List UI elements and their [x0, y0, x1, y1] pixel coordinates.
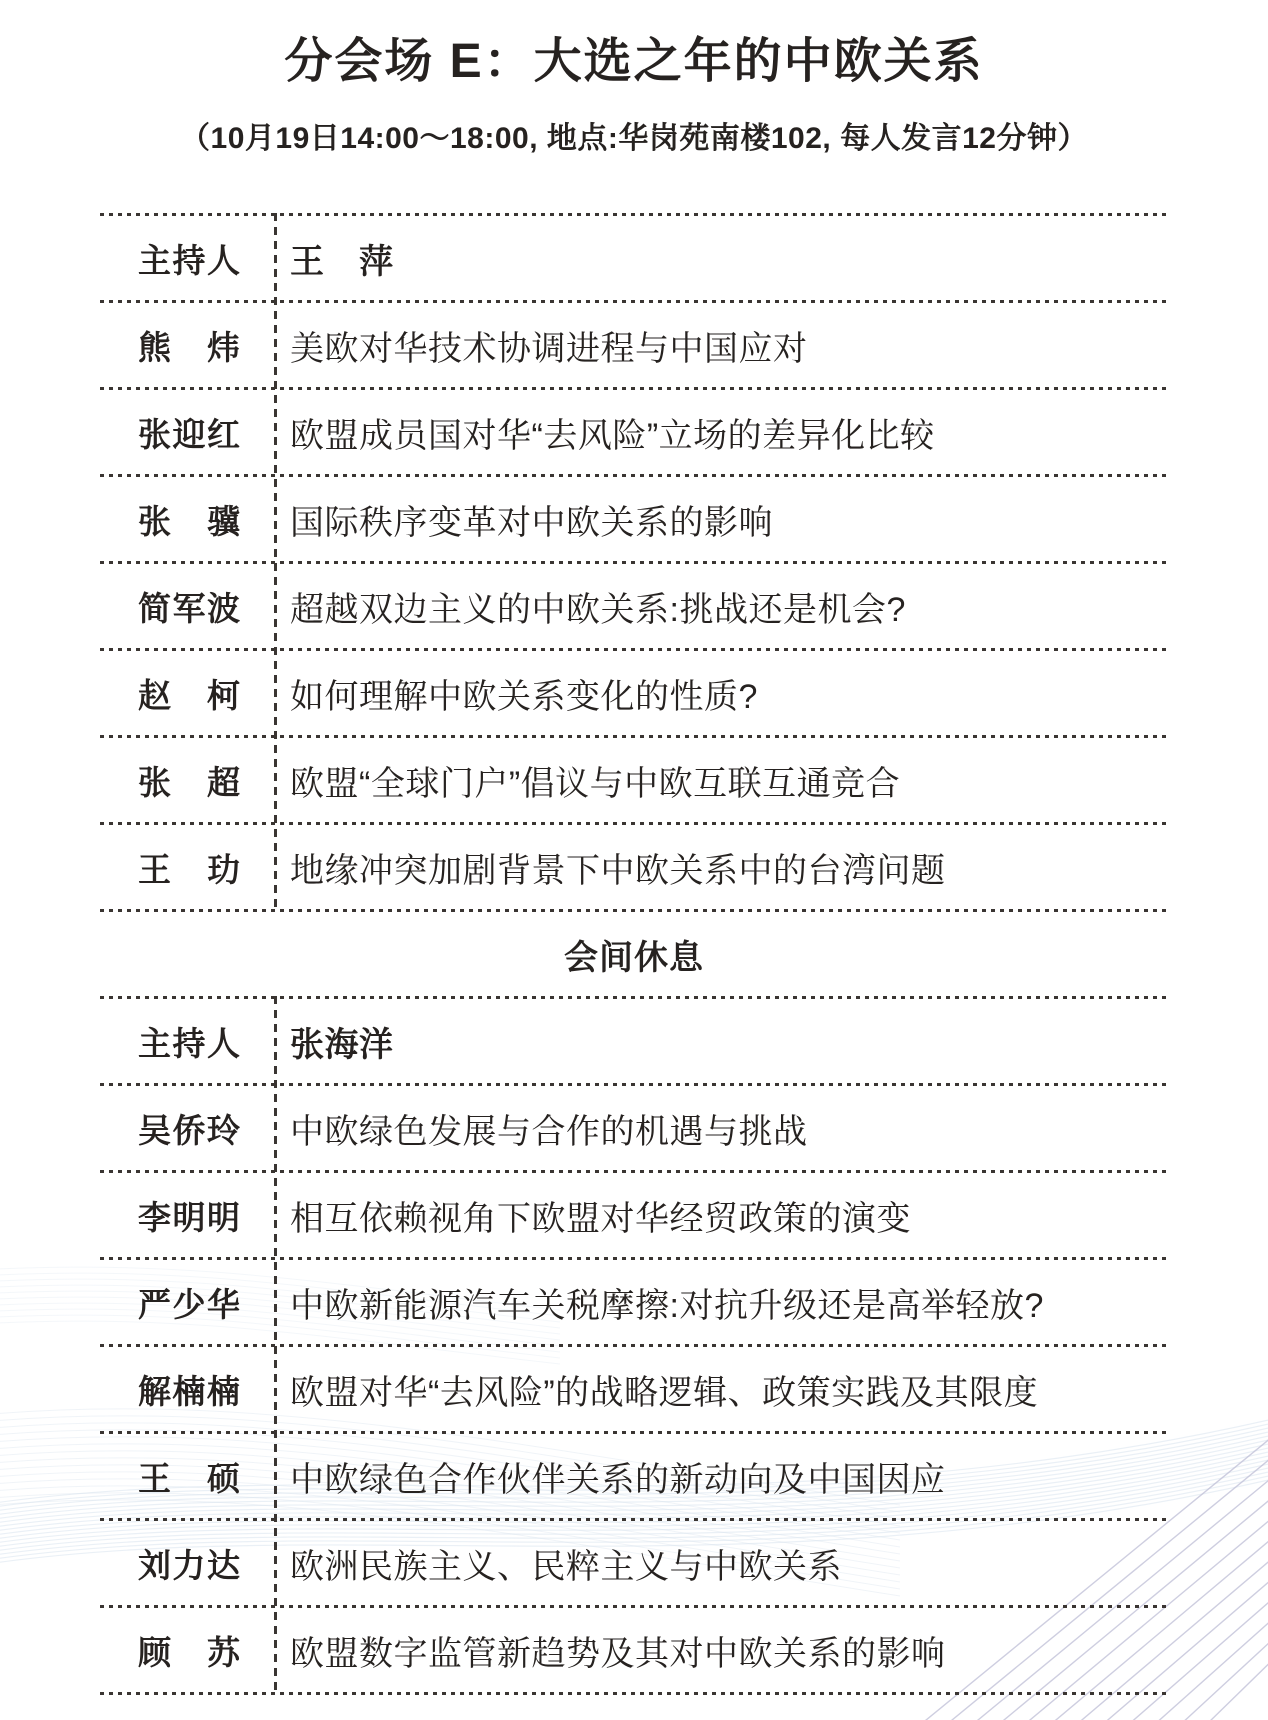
row-divider-line: [100, 909, 1168, 912]
speaker-name: 王 硕: [138, 1459, 240, 1497]
table-row: [100, 564, 1168, 648]
talk-title: 超越双边主义的中欧关系:挑战还是机会?: [290, 590, 906, 629]
table-row: [100, 825, 1168, 909]
talk-title: 如何理解中欧关系变化的性质?: [290, 677, 758, 716]
row-divider-line: [100, 1692, 1168, 1695]
table-row: [100, 390, 1168, 474]
talk-title: 中欧新能源汽车关税摩擦:对抗升级还是高举轻放?: [290, 1286, 1044, 1325]
talk-title: 美欧对华技术协调进程与中国应对: [290, 329, 808, 368]
talk-title: 国际秩序变革对中欧关系的影响: [290, 503, 773, 542]
table-row: [100, 1260, 1168, 1344]
speaker-name: 解 楠 楠: [138, 1372, 240, 1410]
talk-title: 地缘冲突加剧背景下中欧关系中的台湾问题: [290, 851, 946, 890]
talk-title: 欧盟成员国对华“去风险”立场的差异化比较: [290, 416, 935, 455]
table-row: [100, 1347, 1168, 1431]
break-row: [100, 912, 1168, 996]
table-row: [100, 738, 1168, 822]
page-title: 分会场 E：大选之年的中欧关系: [284, 35, 984, 88]
talk-title: 中欧绿色合作伙伴关系的新动向及中国因应: [290, 1460, 946, 1499]
table-row: [100, 1521, 1168, 1605]
speaker-name: 严 少 华: [138, 1285, 240, 1323]
speaker-name: 刘 力 达: [138, 1546, 240, 1584]
speaker-name: 张 超: [138, 763, 240, 801]
table-row: [100, 303, 1168, 387]
table-row: [100, 651, 1168, 735]
talk-title: 欧盟对华“去风险”的战略逻辑、政策实践及其限度: [290, 1373, 1039, 1412]
speaker-name: 赵 柯: [138, 676, 240, 714]
speaker-name: 张 骥: [138, 502, 240, 540]
speaker-name: 简 军 波: [138, 589, 240, 627]
table-row: [100, 1086, 1168, 1170]
speaker-name: 吴 侨 玲: [138, 1111, 240, 1149]
talk-title: 张海洋: [290, 1025, 394, 1064]
talk-title: 欧盟“全球门户”倡议与中欧互联互通竞合: [290, 764, 901, 803]
talk-title: 相互依赖视角下欧盟对华经贸政策的演变: [290, 1199, 911, 1238]
table-row: [100, 1173, 1168, 1257]
session-1-section: [100, 213, 1168, 912]
speaker-name: 王 玏: [138, 850, 240, 888]
speaker-name: 张 迎 红: [138, 415, 240, 453]
session-2-section: [100, 996, 1168, 1695]
talk-title: 中欧绿色发展与合作的机遇与挑战: [290, 1112, 808, 1151]
table-row: [100, 1434, 1168, 1518]
table-row: [100, 1608, 1168, 1692]
table-row: [100, 216, 1168, 300]
talk-title: 王 萍: [290, 242, 394, 281]
page-subtitle: （10月19日14:00～18:00, 地点:华岗苑南楼102, 每人发言12分钟）: [180, 122, 1088, 156]
table-row: [100, 999, 1168, 1083]
talk-title: 欧洲民族主义、民粹主义与中欧关系: [290, 1547, 842, 1586]
speaker-name: 熊 炜: [138, 328, 240, 366]
table-row: [100, 477, 1168, 561]
schedule-table: [100, 213, 1168, 1695]
break-label: 会间休息: [564, 938, 704, 977]
talk-title: 欧盟数字监管新趋势及其对中欧关系的影响: [290, 1634, 946, 1673]
speaker-name: 主 持 人: [138, 1024, 240, 1062]
speaker-name: 顾 苏: [138, 1633, 240, 1671]
speaker-name: 主 持 人: [138, 241, 240, 279]
speaker-name: 李 明 明: [138, 1198, 240, 1236]
